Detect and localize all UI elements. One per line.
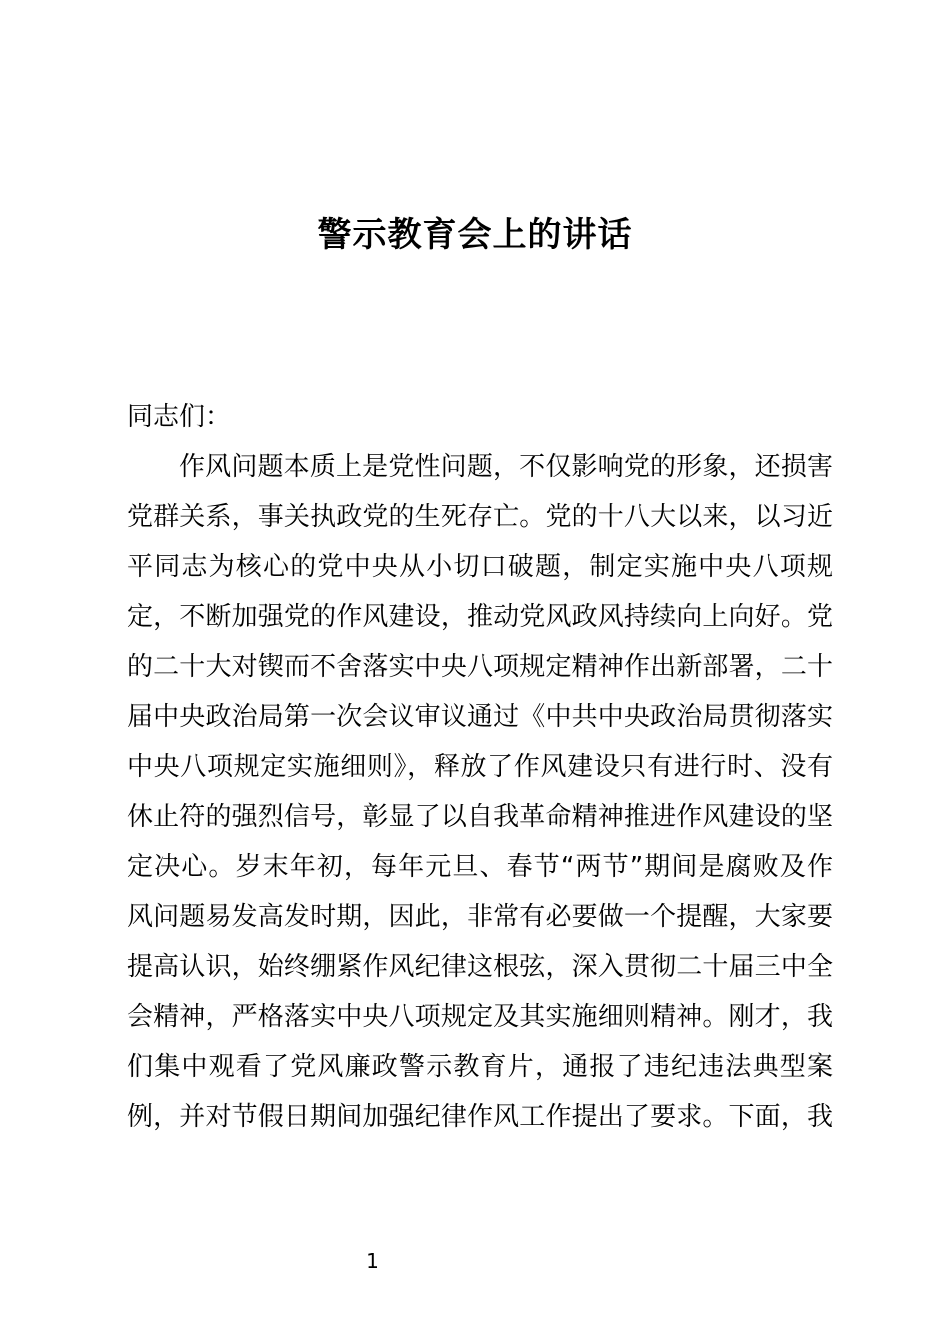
- paragraph-line: 会精神，严格落实中央八项规定及其实施细则精神。刚才，我: [127, 1002, 833, 1032]
- body-paragraph: [127, 442, 833, 1142]
- salutation: 同志们：: [127, 402, 232, 432]
- paragraph-line: 届中央政治局第一次会议审议通过《中共中央政治局贯彻落实: [127, 702, 833, 732]
- paragraph-line: 们集中观看了党风廉政警示教育片，通报了违纪违法典型案: [127, 1052, 833, 1082]
- paragraph-line: 党群关系，事关执政党的生死存亡。党的十八大以来，以习近: [127, 502, 833, 532]
- paragraph-line: 休止符的强烈信号，彰显了以自我革命精神推进作风建设的坚: [127, 802, 833, 832]
- paragraph-line: 的二十大对锲而不舍落实中央八项规定精神作出新部署，二十: [127, 652, 833, 682]
- paragraph-line: 例，并对节假日期间加强纪律作风工作提出了要求。下面，我: [127, 1102, 833, 1132]
- paragraph-line: 中央八项规定实施细则》，释放了作风建设只有进行时、没有: [127, 752, 833, 782]
- paragraph-line: 定决心。岁末年初，每年元旦、春节“两节”期间是腐败及作: [127, 852, 833, 882]
- page-number: 1: [366, 1249, 379, 1273]
- paragraph-line: 作风问题本质上是党性问题，不仅影响党的形象，还损害: [179, 452, 833, 482]
- paragraph-line: 风问题易发高发时期，因此，非常有必要做一个提醒，大家要: [127, 902, 833, 932]
- page-title: 警示教育会上的讲话: [317, 215, 633, 255]
- paragraph-line: 定，不断加强党的作风建设，推动党风政风持续向上向好。党: [127, 602, 833, 632]
- paragraph-line: 提高认识，始终绷紧作风纪律这根弦，深入贯彻二十届三中全: [127, 952, 833, 982]
- paragraph-line: 平同志为核心的党中央从小切口破题，制定实施中央八项规: [127, 552, 833, 582]
